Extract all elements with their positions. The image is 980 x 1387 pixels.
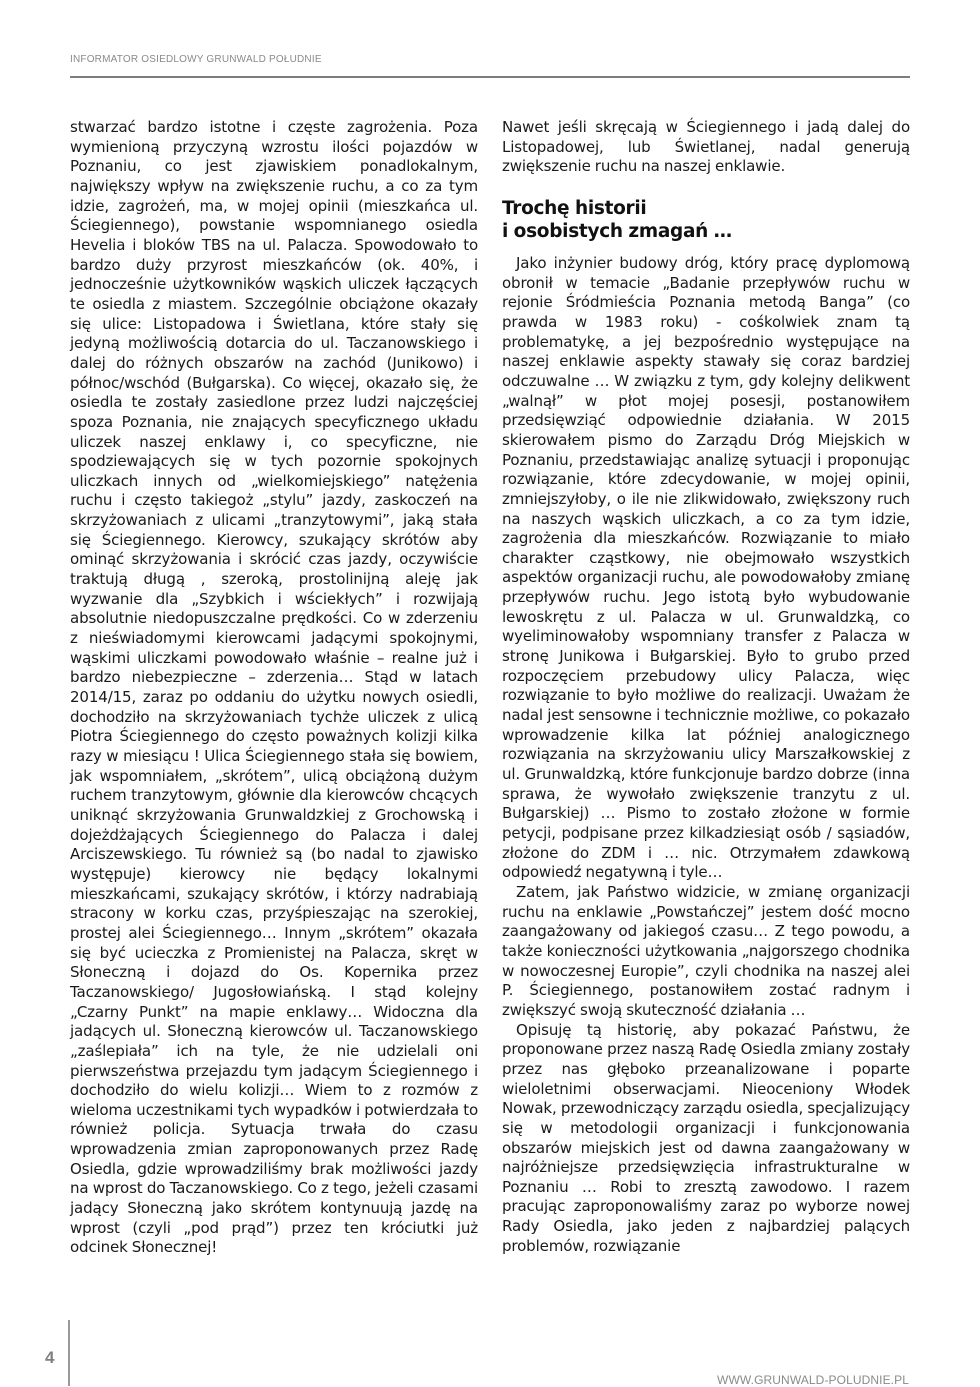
footer-website-url[interactable]: WWW.GRUNWALD-POLUDNIE.PL bbox=[717, 1373, 909, 1387]
header-divider bbox=[70, 76, 910, 78]
article-paragraph: Jako inżynier budowy dróg, który pracę dyplomową obronił w temacie „Badanie przepływów ruchu w rejonie Śródmieścia Poznania metodą Banga” (co prawda w 1983 roku) - cośkolwiek znam tą problematykę, a jej bezpośrednio występujące na naszej enklawie aspekty stawały się coraz bardziej odczuwalne … W związku z tym, gdy kolejny delikwent „walnął” w płot mojej posesji, postanowiłem przedsięwziąć odpowiednie działania. W 2015 skierowałem pismo do Zarządu Dróg Miejskich w Poznaniu, przedstawiając analizę sytuacji i proponując rozwiązanie, które zdecydowanie, w mojej opinii, zmniejszyłoby, o ile nie zlikwidowało, zwiększony ruch na naszych wąskich uliczkach, a co za tym idzie, zagrożenia dla mieszkańców. Rozwiązanie to miało charakter cząstkowy, nie obejmowało wszystkich aspektów organizacji ruchu, ale powodowałoby zmianę przepływów ruchu. Jego istotą było wybudowanie lewoskrętu z ul. Palacza w ul. Grunwaldzką, co wyeliminowałoby wspomniany transfer z Palacza w stronę Junikowa i Bułgarskiej. Było to grubo przed rozpoczęciem przebudowy ulicy Palacza, więc rozwiązanie to było możliwe do realizacji. Uważam że nadal jest sensowne i technicznie możliwe, co pokazało wprowadzenie kilka lat później analogicznego rozwiązania na skrzyżowaniu ulicy Marszałkowskiej z ul. Grunwaldzką, które funkcjonuje bardzo dobrze (inna sprawa, że wywołało zwiększenie tranzytu z ul. Bułgarskiej) … Pismo to zostało złożone w formie petycji, podpisane przez kilkadziesiąt osób / sąsiadów, złożone do ZDM i … nic. Otrzymałem zdawkową odpowiedź negatywną i tyle… bbox=[502, 253, 910, 882]
article-paragraph: Opisuję tą historię, aby pokazać Państwu, że proponowane przez naszą Radę Osiedla zmiany zostały przez nas głęboko przeanalizowane i poparte wieloletnimi obserwacjami. Nieoceniony Włodek Nowak, przewodniczący zarządu osiedla, specjalizujący się w metodologii organizacji i funkcjonowania obszarów miejskich jest od dawna zaangażowany w najróżniejsze przedsięwzięcia infrastrukturalne w Poznaniu … Robi to zresztą zawodowo. I razem pracując zaproponowaliśmy zaraz po wyborze nowej Rady Osiedla, jako jeden z najbardziej palących problemów, rozwiązanie bbox=[502, 1020, 910, 1255]
section-heading bbox=[502, 197, 910, 243]
article-paragraph: Zatem, jak Państwo widzicie, w zmianę organizacji ruchu na enklawie „Powstańczej” jestem dość mocno zaangażowany od jakiegoś czasu… Z tego powodu, a także konieczności użytkowania „najgorszego chodnika w nowoczesnej Europie”, czyli chodnika na naszej alei P. Ściegiennego, postanowiłem zostać radnym i zwiększyć swoją skuteczność działania … bbox=[502, 882, 910, 1019]
article-column-left bbox=[70, 118, 478, 1258]
running-header-title: INFORMATOR OSIEDLOWY GRUNWALD POŁUDNIE bbox=[70, 54, 322, 65]
footer-divider bbox=[68, 1320, 70, 1386]
article-column-right bbox=[502, 118, 910, 1256]
section-heading-line-2: i osobistych zmagań … bbox=[502, 220, 732, 242]
article-paragraph: stwarzać bardzo istotne i częste zagrożenia. Poza wymienioną przyczyną wzrostu ilości pojazdów w Poznaniu, co jest zjawiskiem ponadlokalnym, największy wpływ na zwiększenie ruchu, a co za tym idzie, zagrożeń, ma, w mojej opinii (mieszkańca ul. Ściegiennego), powstanie wspomnianego osiedla Hevelia i bloków TBS na ul. Palacza. Spowodowało to bardzo duży przyrost mieszkańców (ok. 40%, i jednocześnie użytkowników wąskich uliczek łączących te osiedla z miastem. Szczególnie obciążone okazały się ulice: Listopadowa i Świetlana, które stały się jedyną możliwością dotarcia do ul. Taczanowskiego i dalej do różnych obszarów na zachód (Junikowo) i północ/wschód (Bułgarska). Co więcej, okazało się, że osiedla te zostały zasiedlone przez ludzi najczęściej spoza Poznania, nie znających specyficznego układu uliczek naszej enklawy i, co specyficzne, nie spodziewających się w tych pozornie spokojnych uliczkach innych od „wielkomiejskiego” natężenia ruchu i często takiegoż „stylu” jazdy, zaskoczeń na skrzyżowaniach z ulicami „tranzytowymi”, jaką stała się Ściegiennego. Kierowcy, szukający skrótów aby ominąć skrzyżowania i skrócić czas jazdy, oczywiście traktują długą , szeroką, prostolinijną aleję jak wyzwanie dla „Szybkich i wściekłych” i rozwijają absolutnie niedopuszczalne prędkości. Co w zderzeniu z nieświadomymi kierowcami jadącymi spokojnymi, wąskimi uliczkami powodowało właśnie – realne już i bardzo niebezpieczne – zderzenia… Stąd w latach 2014/15, zaraz po oddaniu do użytku nowych osiedli, dochodziło na skrzyżowaniach tychże uliczek z ulicą Piotra Ściegiennego do często poważnych kolizji kilka razy w miesiącu ! Ulica Ściegiennego stała się bowiem, jak wspomniałem, „skrótem”, ulicą obciążoną dużym ruchem tranzytowym, głównie dla kierowców chcących uniknąć skrzyżowania Grunwaldzkiej z Grochowską i dojeżdżających Ściegiennego do Palacza i dalej Arciszewskiego. Tu również są (bo nadal to zjawisko występuje) kierowcy nie będący lokalnymi mieszkańcami, szukający skrótów, i którzy nadrabiają stracony w korku czas, przyśpieszając na szerokiej, prostej alei Ściegiennego… Innym „skrótem” okazała się być ucieczka z Promienistej na Palacza, skręt w Słoneczną i dojazd do Os. Kopernika przez Taczanowskiego/ Jugosłowiańską. I stąd kolejny „Czarny Punkt” na mapie enklawy… Widoczna dla jadących ul. Słoneczną kierowców ul. Taczanowskiego „zaślepiała” ich na tyle, że nie udzielali oni pierwszeństwa przejazdu tym jadącym Ściegiennego i dochodziło do wielu kolizji… Wiem to z rozmów z wieloma uczestnikami tych wypadków i potwierdzała to również policja. Sytuacja trwała do czasu wprowadzenia zmian zaproponowanych przez Radę Osiedla, gdzie wprowadziliśmy brak możliwości jazdy na wprost do Taczanowskiego. Co z tego, jeżeli czasami jadący Słoneczną jako skrótem kontynuują jazdę na wprost (czyli „pod prąd”) przez ten króciutki już odcinek Słonecznej! bbox=[70, 118, 478, 1257]
page-number: 4 bbox=[45, 1348, 55, 1367]
section-heading-line-1: Trochę historii bbox=[502, 197, 647, 219]
article-paragraph-intro: Nawet jeśli skręcają w Ściegiennego i jadą dalej do Listopadowej, lub Świetlanej, nadal generują zwiększenie ruchu na naszej enklawie. bbox=[502, 118, 910, 176]
